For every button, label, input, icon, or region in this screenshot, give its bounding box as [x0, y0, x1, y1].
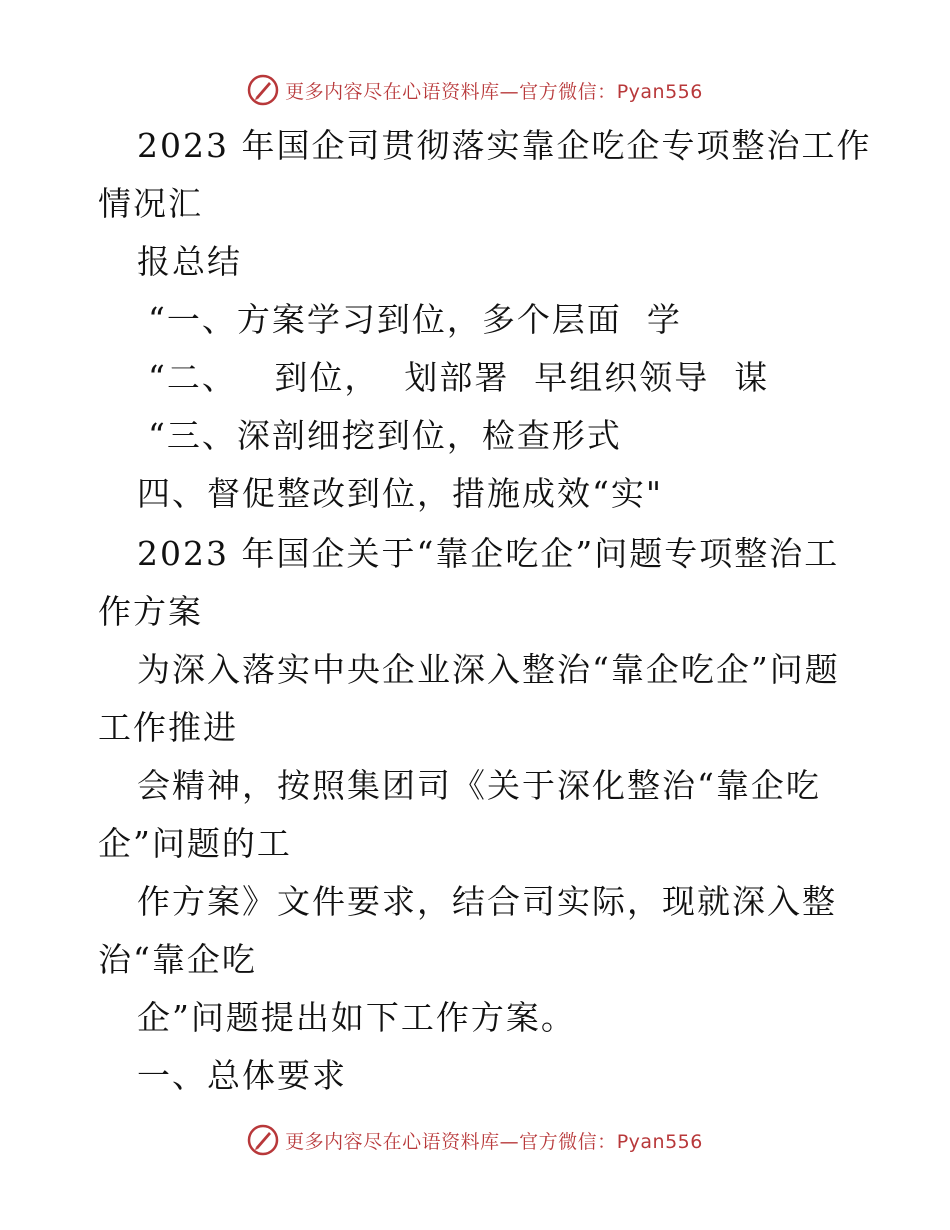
header-watermark-text: 更多内容尽在心语资料库—官方微信：Pyan556: [285, 80, 703, 103]
footer-watermark-banner: [0, 1120, 950, 1160]
doc-line-3: 报总结: [137, 242, 242, 281]
doc-line-12: 会精神，按照集团司《关于深化整治“靠企吃: [137, 766, 821, 805]
doc-line-5: “二、 到位， 划部署 早组织领导 谋: [148, 358, 770, 397]
doc-line-16: 企”问题提出如下工作方案。: [137, 998, 576, 1037]
doc-line-15: 治“靠企吃: [98, 940, 257, 979]
doc-line-13: 企”问题的工: [98, 824, 292, 863]
header-watermark-banner: [0, 70, 950, 110]
doc-line-8: 2023 年国企关于“靠企吃企”问题专项整治工: [137, 534, 840, 573]
footer-watermark-text: 更多内容尽在心语资料库—官方微信：Pyan556: [285, 1130, 703, 1153]
doc-line-1: 2023 年国企司贯彻落实靠企吃企专项整治工作: [137, 126, 872, 165]
doc-line-4: “一、方案学习到位，多个层面 学: [148, 300, 682, 339]
doc-line-6: “三、深剖细挖到位，检查形式: [148, 416, 622, 455]
quill-logo-icon: [247, 74, 279, 106]
doc-line-10: 为深入落实中央企业深入整治“靠企吃企”问题: [137, 650, 840, 689]
quill-logo-icon: [247, 1124, 279, 1156]
doc-line-14: 作方案》文件要求，结合司实际，现就深入整: [137, 882, 837, 921]
doc-line-7: 四、督促整改到位，措施成效“实": [137, 474, 664, 513]
doc-line-9: 作方案: [98, 592, 203, 631]
doc-line-2: 情况汇: [98, 184, 203, 223]
doc-line-11: 工作推进: [98, 708, 238, 747]
doc-line-17: 一、总体要求: [137, 1056, 347, 1095]
